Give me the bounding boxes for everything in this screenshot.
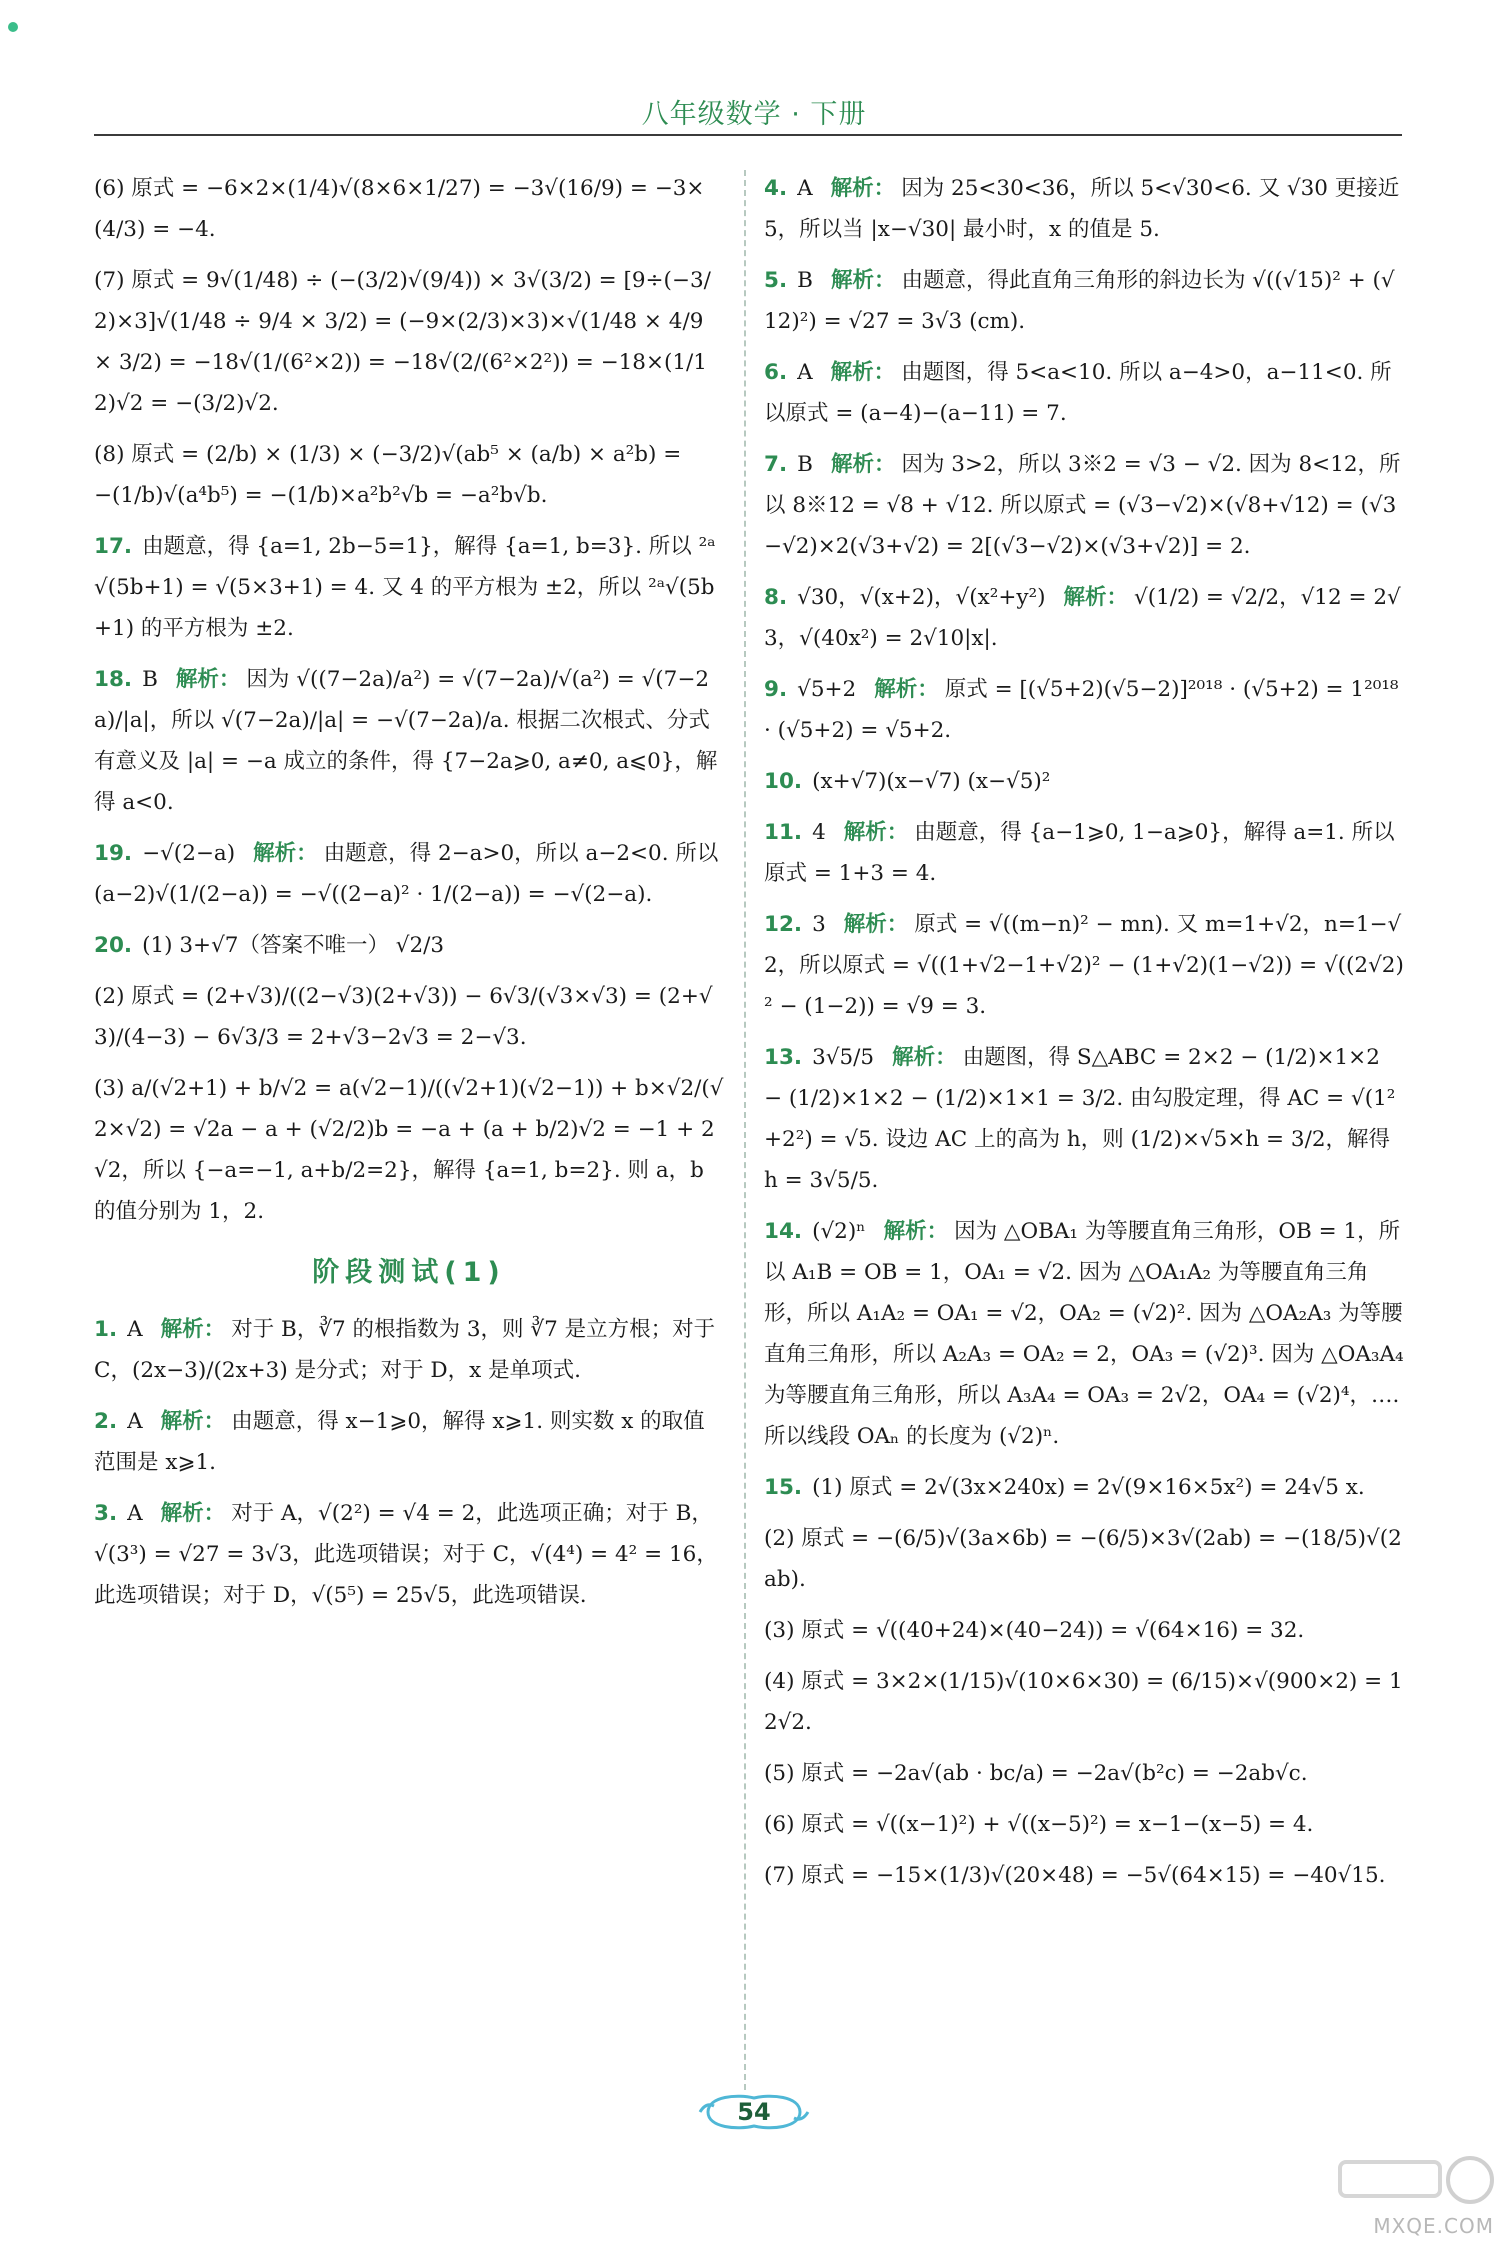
answer-text: (1) 3+√7（答案不唯一） √2/3 — [142, 933, 445, 958]
answer-item — [94, 1493, 724, 1616]
explanation-label: 解析： — [160, 1409, 226, 1434]
explanation-label: 解析： — [160, 1317, 226, 1342]
explanation-label: 解析： — [883, 1219, 949, 1244]
answer-choice: A — [127, 1501, 143, 1526]
answer-choice: −√(2−a) — [142, 841, 236, 866]
answer-item — [764, 1037, 1404, 1201]
left-answer-list — [94, 168, 724, 1232]
answer-item — [764, 1855, 1404, 1896]
answer-item — [764, 577, 1404, 659]
explanation-label: 解析： — [830, 452, 896, 477]
question-number: 2. — [94, 1409, 118, 1434]
explanation-label: 解析： — [843, 820, 909, 845]
explanation-label: 解析： — [175, 667, 241, 692]
watermark-text: MXQE.COM — [1373, 2214, 1494, 2238]
answer-choice: B — [142, 667, 158, 692]
answer-item — [94, 976, 724, 1058]
explanation-label: 解析： — [830, 176, 896, 201]
answer-text: √(1/2) = √2/2，√12 = 2√3，√(40x²) = 2√10|x|. — [764, 585, 1401, 651]
answer-item — [764, 1211, 1404, 1457]
answer-choice: √5+2 — [797, 677, 857, 702]
answer-item — [94, 1401, 724, 1483]
right-answer-list — [764, 168, 1404, 1896]
corner-dot — [8, 22, 18, 32]
answer-item — [94, 168, 724, 250]
answer-item — [94, 434, 724, 516]
answer-text: 因为 △OBA₁ 为等腰直角三角形，OB = 1，所以 A₁B = OB = 1，OA₁ = √2. 因为 △OA₁A₂ 为等腰直角三角形，所以 A₁A₂ = OA₁ = √2，OA₂ = (√2)². 因为 △OA₂A₃ 为等腰直角三角形，所以 A₂A₃ = OA₂ = 2，OA₃ = (√2)³. 因为 △OA₃A₄ 为等腰直角三角形，所以 A₃A₄ = OA₃ = 2√2，OA₄ = (√2)⁴，…. 所以线段 OAₙ 的长度为 (√2)ⁿ. — [764, 1219, 1404, 1449]
answer-choice: (√2)ⁿ — [812, 1219, 866, 1244]
answer-item — [94, 260, 724, 424]
watermark-logo — [1320, 2150, 1500, 2244]
answer-text: (2) 原式 = −(6/5)√(3a×6b) = −(6/5)×3√(2ab) = −(18/5)√(2ab). — [764, 1526, 1402, 1592]
answer-text: (3) 原式 = √((40+24)×(40−24)) = √(64×16) = 32. — [764, 1618, 1305, 1643]
right-column — [764, 168, 1404, 1906]
answer-text: 对于 B，∛7 的根指数为 3，则 ∛7 是立方根；对于 C，(2x−3)/(2x+3) 是分式；对于 D，x 是单项式. — [94, 1317, 716, 1383]
question-number: 17. — [94, 534, 133, 559]
answer-choice: (x+√7)(x−√7) (x−√5)² — [812, 769, 1051, 794]
answer-item — [764, 260, 1404, 342]
answer-text: 由题意，得 {a−1⩾0, 1−a⩾0}，解得 a=1. 所以原式 = 1+3 = 4. — [764, 820, 1395, 886]
answer-item — [764, 761, 1404, 802]
answer-item — [764, 168, 1404, 250]
answer-text: 因为 25<30<36，所以 5<√30<6. 又 √30 更接近 5，所以当 |x−√30| 最小时，x 的值是 5. — [764, 176, 1400, 242]
explanation-label: 解析： — [892, 1045, 957, 1070]
answer-item — [94, 1068, 724, 1232]
answer-item — [94, 1309, 724, 1391]
explanation-label: 解析： — [830, 360, 896, 385]
watermark-mark — [1320, 2150, 1500, 2220]
answer-item — [764, 669, 1404, 751]
answer-text: (7) 原式 = 9√(1/48) ÷ (−(3/2)√(9/4)) × 3√(3/2) = [9÷(−3/2)×3]√(1/48 ÷ 9/4 × 3/2) = (−9×(2/3)×3)×√(1/48 × 4/9 × 3/2) = −18√(1/(6²×2)) = −18√(2/(6²×2²)) = −18×(1/12)√2 = −(3/2)√2. — [94, 268, 711, 416]
explanation-label: 解析： — [160, 1501, 226, 1526]
stage-test-answer-list — [94, 1309, 724, 1616]
answer-text: 由题意，得 {a=1, 2b−5=1}，解得 {a=1, b=3}. 所以 ²ᵃ√(5b+1) = √(5×3+1) = 4. 又 4 的平方根为 ±2，所以 ²ᵃ√(5b+1) 的平方根为 ±2. — [94, 534, 716, 641]
answer-text: (2) 原式 = (2+√3)/((2−√3)(2+√3)) − 6√3/(√3×√3) = (2+√3)/(4−3) − 6√3/3 = 2+√3−2√3 = 2−√3. — [94, 984, 713, 1050]
answer-choice: 3√5/5 — [812, 1045, 875, 1070]
question-number: 5. — [764, 268, 788, 293]
answer-choice: √30，√(x+2)，√(x²+y²) — [797, 585, 1046, 610]
answer-text: (3) a/(√2+1) + b/√2 = a(√2−1)/((√2+1)(√2−1)) + b×√2/(√2×√2) = √2a − a + (√2/2)b = −a + (a + b/2)√2 = −1 + 2√2，所以 {−a=−1, a+b/2=2}，解得 {a=1, b=2}. 则 a，b 的值分别为 1，2. — [94, 1076, 724, 1224]
answer-item — [764, 1661, 1404, 1743]
question-number: 14. — [764, 1219, 803, 1244]
answer-text: (6) 原式 = √((x−1)²) + √((x−5)²) = x−1−(x−5) = 4. — [764, 1812, 1314, 1837]
explanation-label: 解析： — [830, 268, 896, 293]
explanation-label: 解析： — [843, 912, 909, 937]
question-number: 20. — [94, 933, 133, 958]
answer-item — [94, 659, 724, 823]
answer-item — [94, 526, 724, 649]
answer-text: 由题意，得此直角三角形的斜边长为 √((√15)² + (√12)²) = √27 = 3√3 (cm). — [764, 268, 1395, 334]
answer-item — [764, 1518, 1404, 1600]
question-number: 8. — [764, 585, 788, 610]
answer-item — [764, 1753, 1404, 1794]
answer-text: 因为 3>2，所以 3※2 = √3 − √2. 因为 8<12，所以 8※12 = √8 + √12. 所以原式 = (√3−√2)×(√8+√12) = (√3−√2)×2(√3+√2) = 2[(√3−√2)×(√3+√2)] = 2. — [764, 452, 1401, 559]
answer-text: 对于 A，√(2²) = √4 = 2，此选项正确；对于 B，√(3³) = √27 = 3√3，此选项错误；对于 C，√(4⁴) = 4² = 16，此选项错误；对于 D，√(5⁵) = 25√5，此选项错误. — [94, 1501, 718, 1608]
answer-item — [94, 925, 724, 966]
question-number: 9. — [764, 677, 788, 702]
answer-item — [764, 352, 1404, 434]
question-number: 13. — [764, 1045, 803, 1070]
answer-item — [764, 1804, 1404, 1845]
question-number: 6. — [764, 360, 788, 385]
answer-text: (7) 原式 = −15×(1/3)√(20×48) = −5√(64×15) = −40√15. — [764, 1863, 1386, 1888]
answer-choice: B — [797, 268, 813, 293]
answer-item — [94, 833, 724, 915]
explanation-label: 解析： — [1063, 585, 1129, 610]
answer-text: 由题意，得 2−a>0，所以 a−2<0. 所以 (a−2)√(1/(2−a)) = −√((2−a)² · 1/(2−a)) = −√(2−a). — [94, 841, 719, 907]
question-number: 1. — [94, 1317, 118, 1342]
question-number: 3. — [94, 1501, 118, 1526]
answer-text: 由题图，得 5<a<10. 所以 a−4>0，a−11<0. 所以原式 = (a−4)−(a−11) = 7. — [764, 360, 1392, 426]
question-number: 19. — [94, 841, 133, 866]
question-number: 7. — [764, 452, 788, 477]
answer-text: 原式 = √((m−n)² − mn). 又 m=1+√2，n=1−√2，所以原式 = √((1+√2−1+√2)² − (1+√2)(1−√2)) = √((2√2)² − (1−2)) = √9 = 3. — [764, 912, 1404, 1019]
answer-choice: A — [127, 1409, 143, 1434]
running-header: 八年级数学 · 下册 — [641, 99, 867, 130]
answer-item — [764, 1610, 1404, 1651]
question-number: 18. — [94, 667, 133, 692]
answer-item — [764, 904, 1404, 1027]
answer-text: (5) 原式 = −2a√(ab · bc/a) = −2a√(b²c) = −2ab√c. — [764, 1761, 1308, 1786]
answer-text: 由题意，得 x−1⩾0，解得 x⩾1. 则实数 x 的取值范围是 x⩾1. — [94, 1409, 705, 1475]
answer-text: (4) 原式 = 3×2×(1/15)√(10×6×30) = (6/15)×√(900×2) = 12√2. — [764, 1669, 1403, 1735]
answer-item — [764, 1467, 1404, 1508]
answer-text: 由题图，得 S△ABC = 2×2 − (1/2)×1×2 − (1/2)×1×2 − (1/2)×1×1 = 3/2. 由勾股定理，得 AC = √(1²+2²) = √5. 设边 AC 上的高为 h，则 (1/2)×√5×h = 3/2，解得 h = 3√5/5. — [764, 1045, 1396, 1193]
answer-text: (1) 原式 = 2√(3x×240x) = 2√(9×16×5x²) = 24√5 x. — [812, 1475, 1365, 1500]
answer-text: (6) 原式 = −6×2×(1/4)√(8×6×1/27) = −3√(16/9) = −3×(4/3) = −4. — [94, 176, 705, 242]
page-number: 54 — [737, 2098, 771, 2126]
answer-choice: B — [797, 452, 813, 477]
section-title: 阶段测试(1) — [312, 1257, 506, 1288]
answer-choice: A — [797, 360, 813, 385]
question-number: 11. — [764, 820, 803, 845]
answer-item — [764, 444, 1404, 567]
explanation-label: 解析： — [874, 677, 939, 702]
answer-item — [764, 812, 1404, 894]
answer-choice: A — [127, 1317, 143, 1342]
answer-text: 原式 = [(√5+2)(√5−2)]²⁰¹⁸ · (√5+2) = 1²⁰¹⁸ · (√5+2) = √5+2. — [764, 677, 1399, 743]
question-number: 10. — [764, 769, 803, 794]
question-number: 15. — [764, 1475, 803, 1500]
answer-choice: 4 — [812, 820, 826, 845]
page-number-badge — [698, 2090, 810, 2134]
answer-text: (8) 原式 = (2/b) × (1/3) × (−3/2)√(ab⁵ × (a/b) × a²b) = −(1/b)√(a⁴b⁵) = −(1/b)×a²b²√b = −a²b√b. — [94, 442, 682, 508]
header-rule — [94, 134, 1402, 136]
column-divider — [744, 170, 746, 2090]
answer-text: 因为 √((7−2a)/a²) = √(7−2a)/√(a²) = √(7−2a)/|a|，所以 √(7−2a)/|a| = −√(7−2a)/a. 根据二次根式、分式有意义及 |a| = −a 成立的条件，得 {7−2a⩾0, a≠0, a⩽0}，解得 a<0. — [94, 667, 718, 815]
question-number: 12. — [764, 912, 803, 937]
explanation-label: 解析： — [253, 841, 318, 866]
question-number: 4. — [764, 176, 788, 201]
left-column — [94, 168, 724, 1626]
answer-choice: A — [797, 176, 813, 201]
answer-choice: 3 — [812, 912, 826, 937]
